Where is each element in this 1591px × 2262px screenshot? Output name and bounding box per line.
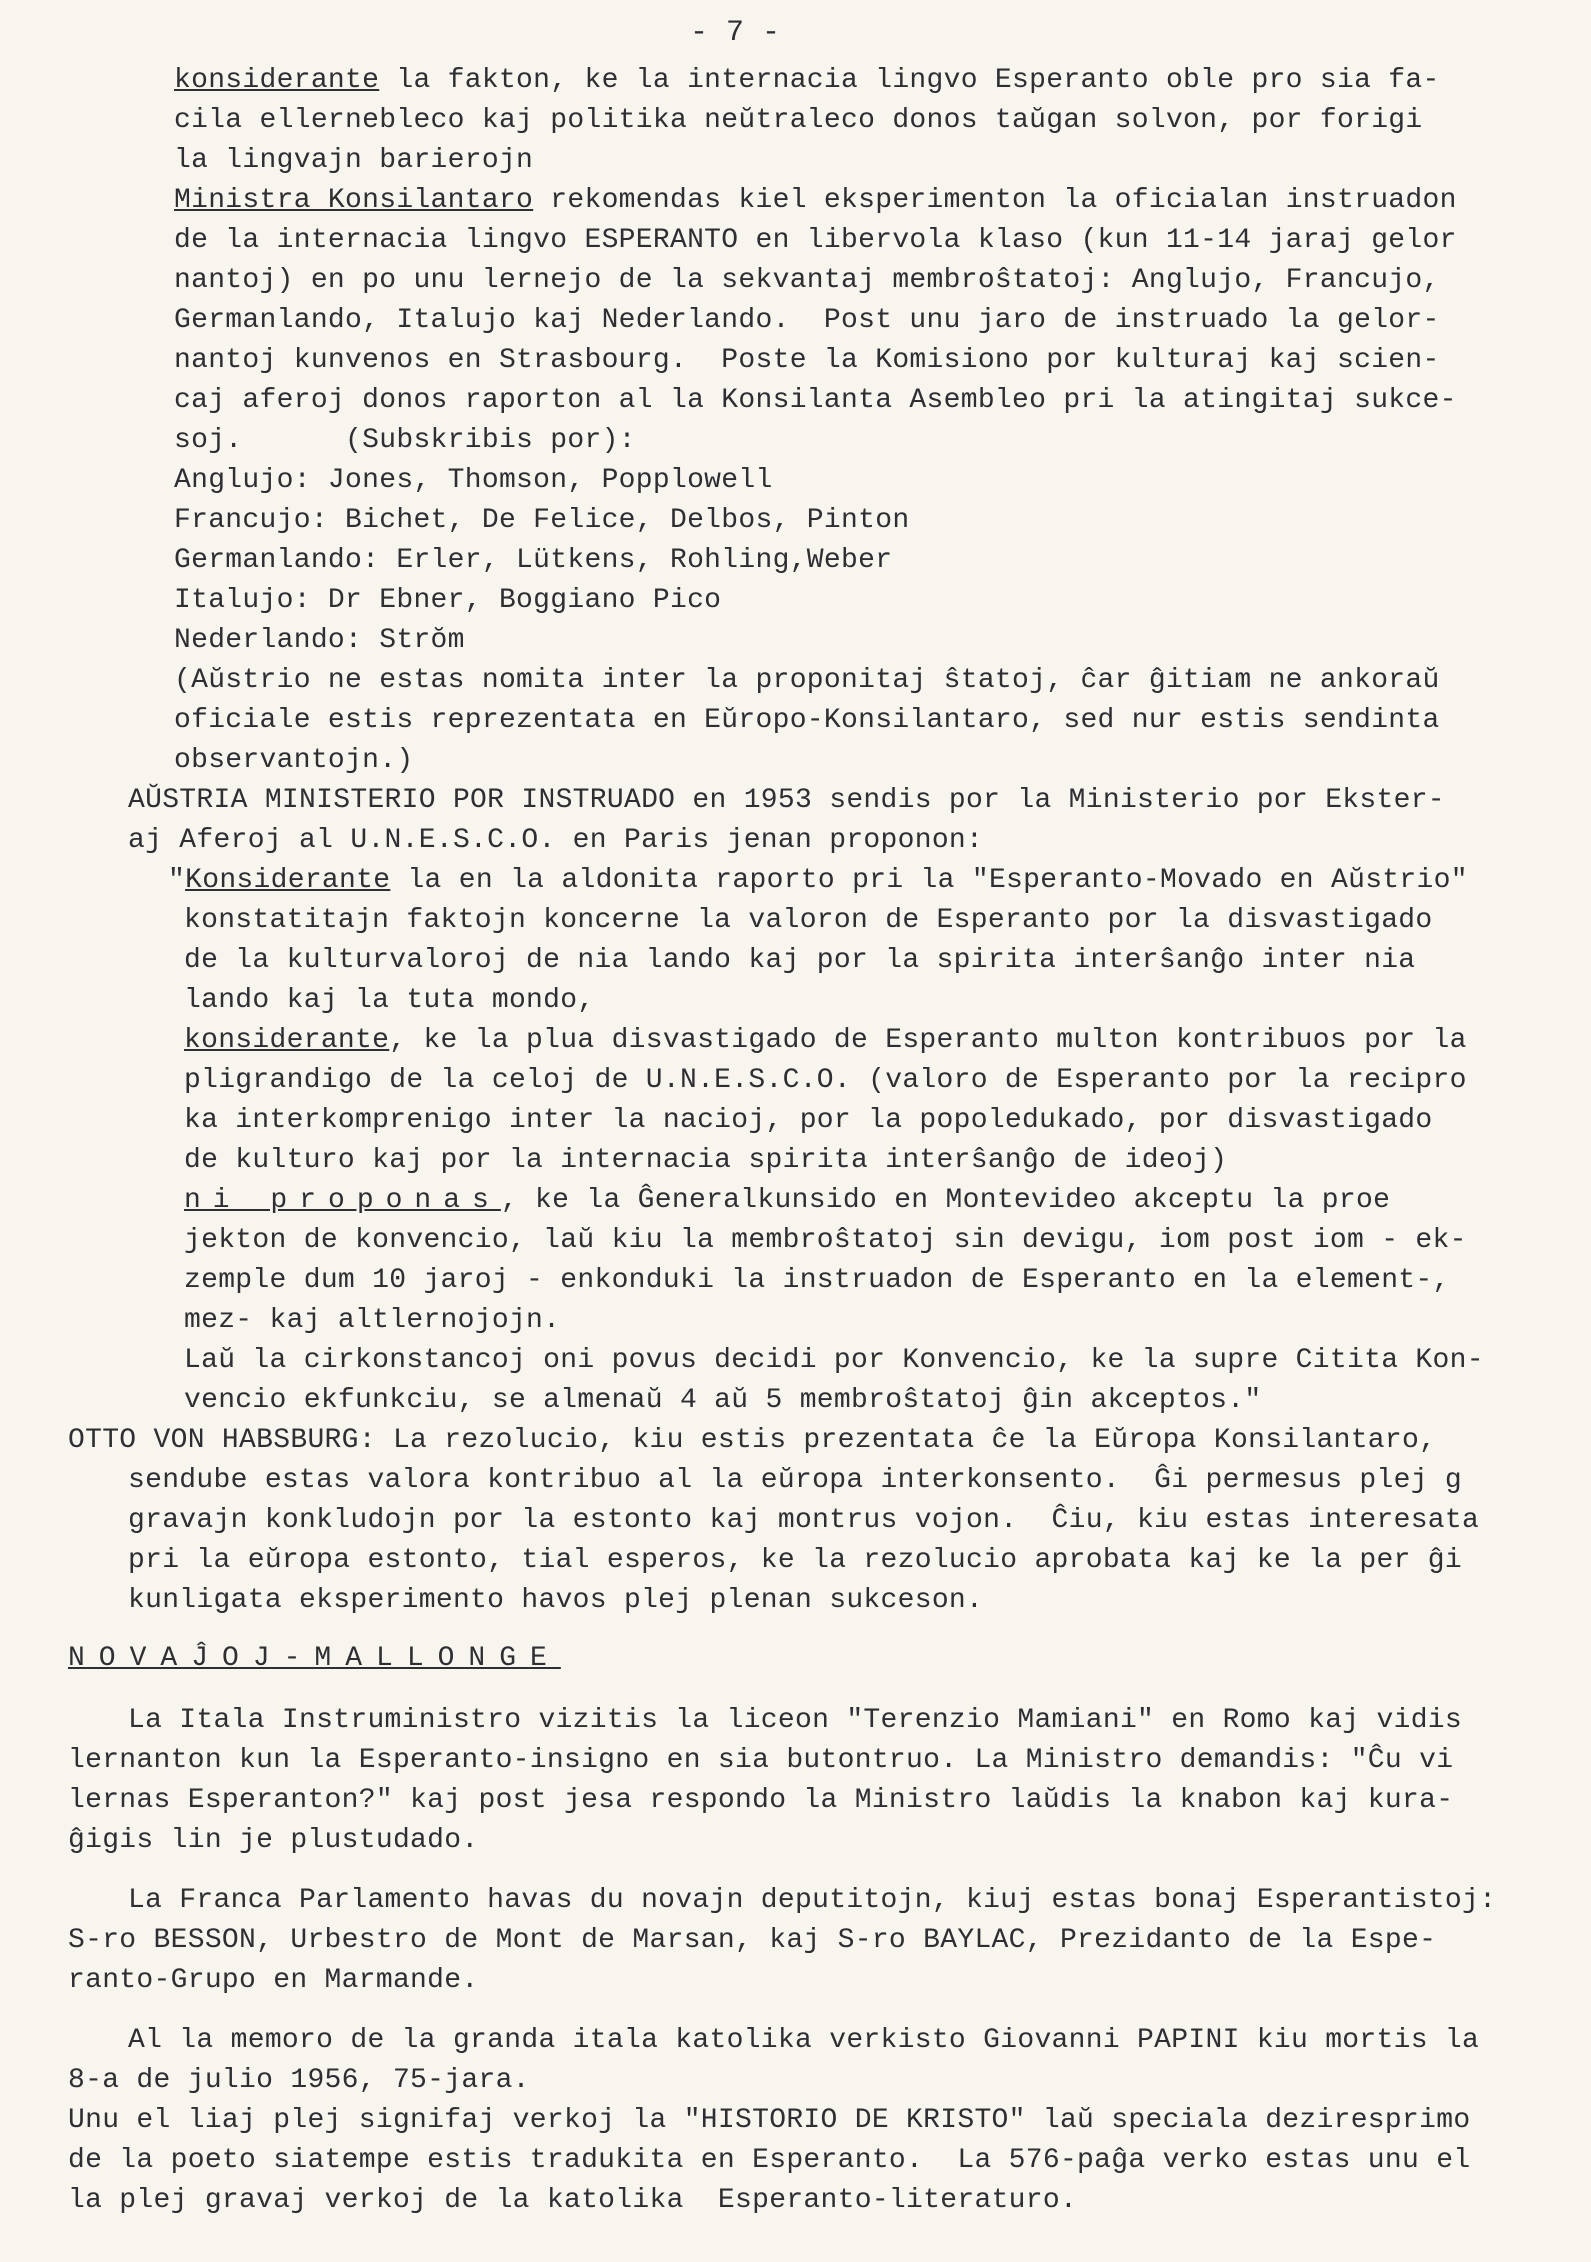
text-line: konstatitajn faktojn koncerne la valoron de Esperanto por la disvastigado [184,905,1433,936]
text-line: la lingvajn barierojn [174,145,534,176]
keyword-ni-proponas: ni proponas [184,1185,501,1216]
text-line: La Itala Instruministro vizitis la liceon "Terenzio Mamiani" en Romo kaj vidis [128,1705,1463,1736]
signer-line: Nederlando: Strŏm [174,625,465,656]
text-line: S-ro BESSON, Urbestro de Mont de Marsan, kaj S-ro BAYLAC, Prezidanto de la Espe- [68,1925,1437,1956]
text-line: ĝigis lin je plustudado. [68,1825,479,1856]
text-line: gravajn konkludojn por la estonto kaj montrus vojon. Ĉiu, kiu estas interesata [128,1505,1480,1536]
text-line: kunligata eksperimento havos plej plenan sukceson. [128,1585,984,1616]
signer-line: Francujo: Bichet, De Felice, Delbos, Pinton [174,505,910,536]
text-line: ranto-Grupo en Marmande. [68,1965,479,1996]
text-line: La Franca Parlamento havas du novajn deputitojn, kiuj estas bonaj Esperantistoj: [128,1885,1497,1916]
text-line: oficiale estis reprezentata en Eŭropo-Konsilantaro, sed nur estis sendinta [174,705,1440,736]
text-line: lernas Esperanton?" kaj post jesa respondo la Ministro laŭdis la knabon kaj kura- [68,1785,1454,1816]
text-line: aj Aferoj al U.N.E.S.C.O. en Paris jenan proponon: [128,825,984,856]
text-line: "Konsiderante la en la aldonita raporto pri la "Esperanto-Movado en Aŭstrio" [168,865,1468,896]
text-line: OTTO VON HABSBURG: La rezolucio, kiu estis prezentata ĉe la Eŭropa Konsilantaro, [68,1425,1437,1456]
text-line: Germanlando, Italujo kaj Nederlando. Post unu jaro de instruado la gelor- [174,305,1440,336]
text-line: pligrandigo de la celoj de U.N.E.S.C.O. (valoro de Esperanto por la recipro [184,1065,1467,1096]
text-line: ka interkomprenigo inter la nacioj, por la popoledukado, por disvastigado [184,1105,1433,1136]
text-line: pri la eŭropa estonto, tial esperos, ke la rezolucio aprobata kaj ke la per ĝi [128,1545,1463,1576]
text-line: lernanton kun la Esperanto-insigno en sia butontruo. La Ministro demandis: "Ĉu vi [68,1745,1454,1776]
signer-line: Germanlando: Erler, Lütkens, Rohling,Weber [174,545,893,576]
text-line: de la kulturvaloroj de nia lando kaj por la spirita interŝanĝo inter nia [184,945,1416,976]
text-line: Laŭ la cirkonstancoj oni povus decidi por Konvencio, ke la supre Citita Kon- [184,1345,1484,1376]
text-line: de kulturo kaj por la internacia spirita interŝanĝo de ideoj) [184,1145,1228,1176]
text-line: sendube estas valora kontribuo al la eŭropa interkonsento. Ĝi permesus plej g [128,1465,1463,1496]
keyword-konsiderante: konsiderante [184,1025,390,1056]
text-line: 8-a de julio 1956, 75-jara. [68,2065,530,2096]
text-line: konsiderante, ke la plua disvastigado de Esperanto multon kontribuos por la [184,1025,1467,1056]
text-line: vencio ekfunkciu, se almenaŭ 4 aŭ 5 membroŝtatoj ĝin akceptos." [184,1385,1262,1416]
text-line: nantoj) en po unu lernejo de la sekvantaj membroŝtatoj: Anglujo, Francujo, [174,265,1440,296]
signer-line: Anglujo: Jones, Thomson, Popplowell [174,465,773,496]
text-line: la plej gravaj verkoj de la katolika Esperanto-literaturo. [68,2185,1078,2216]
page-number: - 7 - [690,16,781,50]
text-line: de la poeto siatempe estis tradukita en Esperanto. La 576-paĝa verko estas unu el [68,2145,1471,2176]
section-heading: NOVAĴOJ-MALLONGE [68,1643,561,1674]
text-line: de la internacia lingvo ESPERANTO en libervola klaso (kun 11-14 jaraj gelor [174,225,1457,256]
text-line: ni proponas, ke la Ĝeneralkunsido en Montevideo akceptu la proe [184,1185,1391,1216]
text-line: AŬSTRIA MINISTERIO POR INSTRUADO en 1953 sendis por la Ministerio por Ekster- [128,785,1445,816]
text-line: observantojn.) [174,745,414,776]
text-line: zemple dum 10 jaroj - enkonduki la instruadon de Esperanto en la element-, [184,1265,1450,1296]
text-line: caj aferoj donos raporton al la Konsilanta Asembleo pri la atingitaj sukce- [174,385,1457,416]
text-line: cila ellernebleco kaj politika neŭtraleco donos taŭgan solvon, por forigi [174,105,1423,136]
text-line: mez- kaj altlernojojn. [184,1305,561,1336]
text-line: Al la memoro de la granda itala katolika verkisto Giovanni PAPINI kiu mortis la [128,2025,1480,2056]
text-line: Ministra Konsilantaro rekomendas kiel eksperimenton la oficialan instruadon [174,185,1457,216]
text-line: Unu el liaj plej signifaj verkoj la "HISTORIO DE KRISTO" laŭ speciala deziresprimo [68,2105,1471,2136]
text-line: nantoj kunvenos en Strasbourg. Poste la Komisiono por kulturaj kaj scien- [174,345,1440,376]
signer-line: Italujo: Dr Ebner, Boggiano Pico [174,585,722,616]
keyword-ministra-konsilantaro: Ministra Konsilantaro [174,185,534,216]
text-line: (Aŭstrio ne estas nomita inter la proponitaj ŝtatoj, ĉar ĝitiam ne ankoraŭ [174,665,1440,696]
text-line: jekton de konvencio, laŭ kiu la membroŝtatoj sin devigu, iom post iom - ek- [184,1225,1467,1256]
keyword-konsiderante: Konsiderante [185,865,391,896]
text-line: lando kaj la tuta mondo, [184,985,595,1016]
keyword-considerante: konsiderante [174,65,380,96]
text-line: konsiderante la fakton, ke la internacia lingvo Esperanto oble pro sia fa- [174,65,1440,96]
text-line: soj. (Subskribis por): [174,425,636,456]
